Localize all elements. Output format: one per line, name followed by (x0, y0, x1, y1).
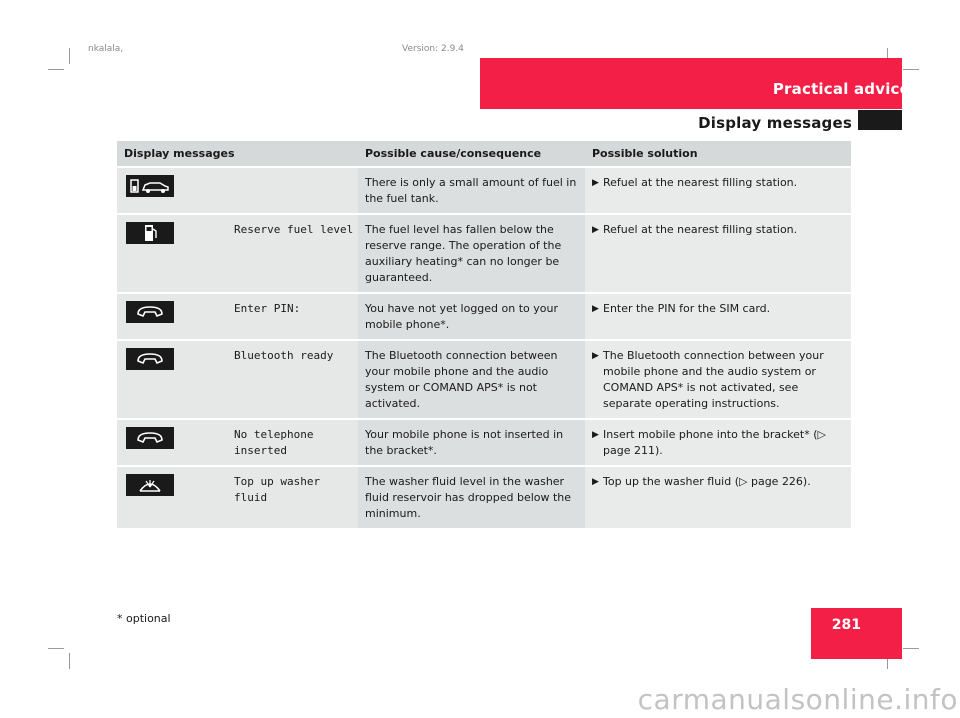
solution-cell (585, 466, 851, 528)
symbol-cell (117, 167, 227, 214)
arrow-icon: ▶ (592, 477, 599, 487)
print-meta-left: nkalala, (88, 44, 124, 54)
solution-cell (585, 340, 851, 419)
crop-mark (48, 648, 64, 649)
low-fuel-car-icon (126, 175, 174, 197)
solution-cell (585, 214, 851, 293)
print-meta-right: Version: 2.9.4 (402, 44, 464, 54)
cause-cell: The Bluetooth connection between your mobile phone and the audio system or COMAND APS* is not activated. (358, 340, 585, 419)
symbol-cell (117, 419, 227, 466)
table-header-row (117, 141, 851, 167)
telephone-icon (126, 427, 174, 449)
section-title: Display messages (698, 114, 852, 132)
display-messages-table (117, 141, 851, 528)
message-cell (227, 167, 358, 214)
cause-cell: Your mobile phone is not inserted in the bracket*. (358, 419, 585, 466)
message-cell: No telephone inserted (227, 419, 358, 466)
header-display-messages: Display messages (117, 141, 358, 167)
crop-mark (48, 69, 64, 70)
solution-text: Enter the PIN for the SIM card. (603, 302, 771, 315)
table-row (117, 466, 851, 528)
header-cause: Possible cause/consequence (358, 141, 585, 167)
arrow-icon: ▶ (592, 351, 599, 361)
symbol-cell (117, 466, 227, 528)
section-marker (858, 110, 902, 130)
arrow-icon: ▶ (592, 225, 599, 235)
crop-mark (903, 648, 919, 649)
arrow-icon: ▶ (592, 430, 599, 440)
cause-cell: You have not yet logged on to your mobile phone*. (358, 293, 585, 340)
cause-cell: The washer fluid level in the washer fluid reservoir has dropped below the minimum. (358, 466, 585, 528)
solution-cell (585, 293, 851, 340)
telephone-icon (126, 348, 174, 370)
solution-text: Refuel at the nearest filling station. (603, 223, 798, 236)
table-row (117, 167, 851, 214)
table-row (117, 214, 851, 293)
washer-fluid-icon (126, 474, 174, 496)
solution-text: Top up the washer fluid (▷ page 226). (603, 475, 811, 488)
cause-cell: There is only a small amount of fuel in the fuel tank. (358, 167, 585, 214)
message-cell: Enter PIN: (227, 293, 358, 340)
solution-text: The Bluetooth connection between your mobile phone and the audio system or COMAND APS* is not activated, see separate operating instructions. (603, 349, 824, 410)
chapter-title: Practical advice (772, 80, 910, 98)
telephone-icon (126, 301, 174, 323)
crop-mark (69, 653, 70, 669)
arrow-icon: ▶ (592, 304, 599, 314)
header-solution: Possible solution (585, 141, 851, 167)
footnote: * optional (117, 612, 171, 625)
message-cell: Top up washer fluid (227, 466, 358, 528)
table-row (117, 293, 851, 340)
cause-cell: The fuel level has fallen below the reserve range. The operation of the auxiliary heating* can no longer be guaranteed. (358, 214, 585, 293)
solution-cell (585, 167, 851, 214)
page-number-box (811, 608, 902, 659)
fuel-pump-icon (126, 222, 174, 244)
arrow-icon: ▶ (592, 178, 599, 188)
table-row (117, 419, 851, 466)
symbol-cell (117, 340, 227, 419)
crop-mark (69, 48, 70, 64)
table-row (117, 340, 851, 419)
watermark: carmanualsonline.info (637, 683, 958, 716)
symbol-cell (117, 214, 227, 293)
symbol-cell (117, 293, 227, 340)
solution-text: Insert mobile phone into the bracket* (▷ page 211). (603, 428, 826, 457)
page-number: 281 (831, 617, 861, 633)
solution-cell (585, 419, 851, 466)
solution-text: Refuel at the nearest filling station. (603, 176, 798, 189)
message-cell: Bluetooth ready (227, 340, 358, 419)
crop-mark (903, 69, 919, 70)
message-cell: Reserve fuel level (227, 214, 358, 293)
